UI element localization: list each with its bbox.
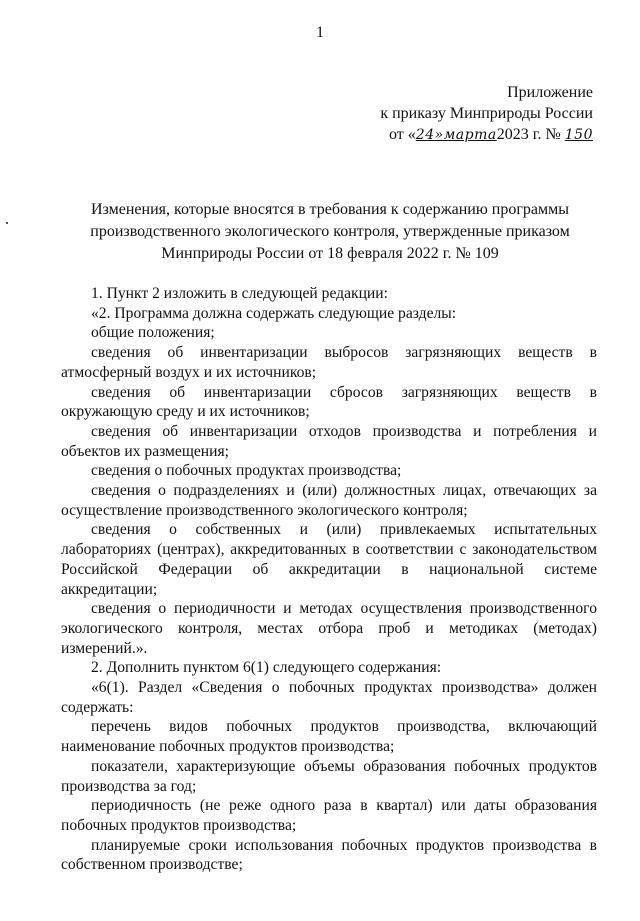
body-paragraph: планируемые сроки использования побочных продуктов производства в собственном производстве; xyxy=(61,836,597,874)
body-paragraph: сведения о собственных и (или) привлекаемых испытательных лабораториях (центрах), аккредитованных в соответствии с законодательством Российской Федерации об аккредитации в национальной системе аккредитации; xyxy=(61,521,597,598)
body-paragraph: сведения о побочных продуктах производства; xyxy=(91,462,402,480)
body-paragraph: показатели, характеризующие объемы образования побочных продуктов производства за год; xyxy=(61,757,597,795)
page-number: 1 xyxy=(316,24,324,41)
handwritten-order-number: 150 xyxy=(564,127,593,143)
appendix-header xyxy=(380,82,593,146)
body-paragraph: сведения о подразделениях и (или) должностных лицах, отвечающих за осуществление производственного экологического контроля; xyxy=(61,482,597,519)
body-paragraph: «6(1). Раздел «Сведения о побочных продуктах производства» должен содержать: xyxy=(61,679,597,716)
scan-speck xyxy=(6,222,8,224)
body-paragraph: 1. Пункт 2 изложить в следующей редакции: xyxy=(91,285,388,302)
body-paragraph: перечень видов побочных продуктов производства, включающий наименование побочных продуктов производства; xyxy=(61,718,597,756)
body-paragraph: сведения об инвентаризации выбросов загрязняющих веществ в атмосферный воздух и их источников; xyxy=(61,344,597,381)
appendix-order-ref: к приказу Минприроды России xyxy=(380,105,593,122)
handwritten-day: 24 xyxy=(415,127,435,143)
date-year: 2023 г. № xyxy=(496,126,561,143)
title-line-3: Минприроды России от 18 февраля 2022 г. № 109 xyxy=(161,245,499,262)
appendix-label: Приложение xyxy=(507,84,593,101)
body-paragraph: «2. Программа должна содержать следующие разделы: xyxy=(91,304,457,322)
document-body xyxy=(61,284,597,875)
title-line-1: Изменения, которые вносятся в требования к содержанию программы xyxy=(90,201,570,218)
title-line-2: производственного экологического контроля, утвержденные приказом xyxy=(90,223,570,240)
document-title xyxy=(60,199,600,265)
body-paragraph: периодичность (не реже одного раза в квартал) или даты образования побочных продуктов производства; xyxy=(61,797,597,834)
body-paragraph: сведения об инвентаризации отходов производства и потребления и объектов их размещения; xyxy=(61,422,597,460)
handwritten-month: »марта xyxy=(434,127,497,143)
body-paragraph: сведения об инвентаризации сбросов загрязняющих веществ в окружающую среду и их источников; xyxy=(61,383,597,421)
date-prefix: от « xyxy=(389,126,416,143)
appendix-date-line xyxy=(380,124,593,146)
body-paragraph: сведения о периодичности и методах осуществления производственного экологического контроля, местах отбора проб и методиках (методах) измерений.». xyxy=(61,600,597,657)
body-paragraph: общие положения; xyxy=(91,324,215,342)
body-paragraph: 2. Дополнить пунктом 6(1) следующего содержания: xyxy=(91,659,442,677)
